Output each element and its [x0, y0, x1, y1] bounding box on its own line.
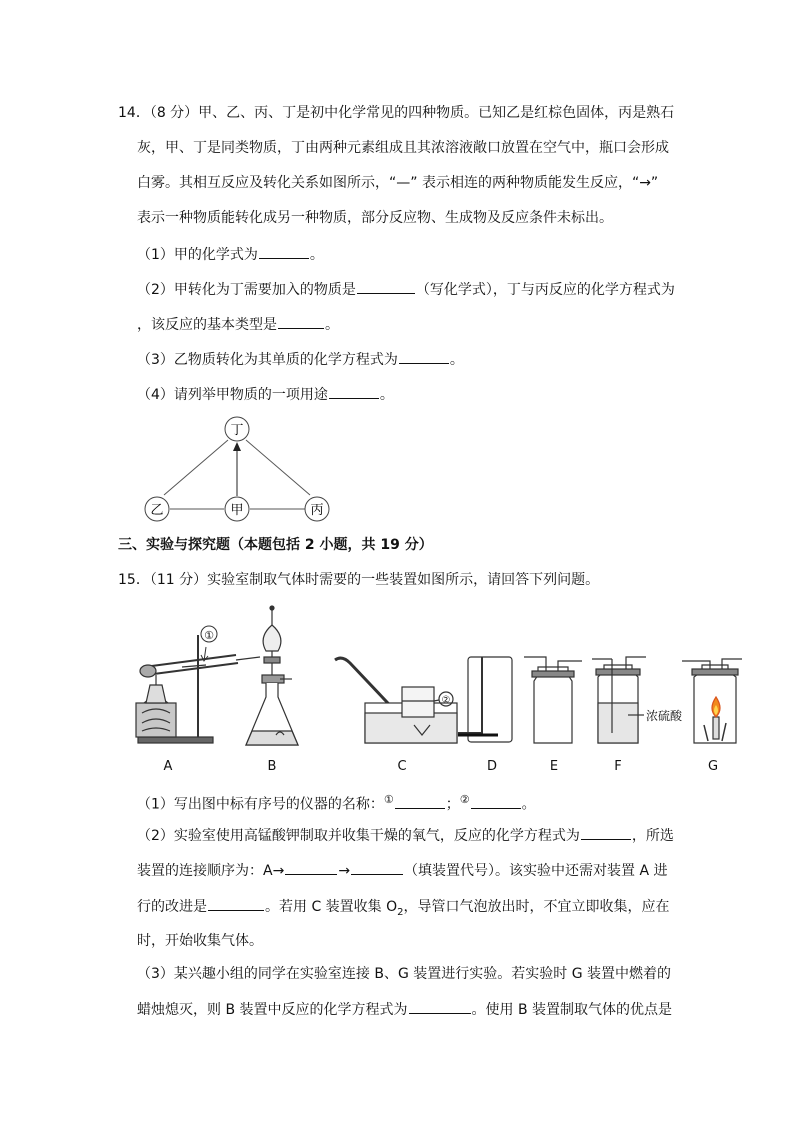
label-b: B: [267, 759, 277, 774]
q14-p3-end: 。: [449, 352, 464, 368]
q15-p2c-end: ，导管口气泡放出时，不宜立即收集，应在: [403, 899, 670, 915]
q14-p4-end: 。: [379, 387, 394, 403]
node-bing-label: 丙: [310, 503, 324, 518]
arrow-head: [233, 442, 241, 451]
answer-blank[interactable]: [285, 860, 337, 875]
q14-p2a-text: （2）甲转化为丁需要加入的物质是: [137, 282, 356, 298]
q15-p2c-start: 行的改进是: [137, 899, 207, 915]
q15-p1-marker-2: ②: [459, 793, 470, 806]
q14-p4-text: （4）请列举甲物质的一项用途: [137, 387, 328, 403]
q14-p2b-text: （写化学式），丁与丙反应的化学方程式为: [415, 282, 675, 298]
apparatus-e: [524, 657, 582, 743]
section-3-heading: 三、实验与探究题（本题包括 2 小题，共 19 分）: [118, 537, 433, 553]
q14-stem-line-3: 白雾。其相互反应及转化关系如图所示，“—” 表示相连的两种物质能发生反应，“→”: [137, 175, 659, 191]
q15-p2b-arrow: →: [338, 863, 351, 879]
apparatus-b: [246, 606, 298, 745]
q15-part-3-line-2: [137, 999, 672, 1020]
q15-stem: 15．（11 分）实验室制取气体时需要的一些装置如图所示，请回答下列问题。: [118, 572, 600, 588]
label-c: C: [397, 759, 407, 774]
apparatus-a: [136, 626, 260, 743]
apparatus-c: [335, 658, 457, 743]
q15-part-2: [137, 825, 674, 846]
answer-blank[interactable]: [208, 896, 264, 911]
q14-stem-line-4: 表示一种物质能转化成另一种物质，部分反应物、生成物及反应条件未标出。: [137, 210, 613, 226]
link-ding-bing: [246, 440, 310, 495]
q14-relationship-diagram: [136, 413, 346, 523]
q14-part-3: [137, 349, 464, 370]
answer-blank[interactable]: [278, 314, 324, 329]
q14-part-4: [137, 384, 394, 405]
answer-blank[interactable]: [399, 349, 449, 364]
q14-p1-end: 。: [309, 247, 324, 263]
label-d: D: [486, 759, 498, 774]
q15-part-2-line-4: 时，开始收集气体。: [137, 933, 263, 949]
label-e: E: [549, 759, 559, 774]
label-a: A: [163, 759, 173, 774]
answer-blank[interactable]: [409, 999, 471, 1014]
label-f: F: [614, 759, 622, 774]
q15-p2b-end: （填装置代号）。该实验中还需对装置 A 进: [404, 863, 668, 879]
answer-blank[interactable]: [471, 794, 521, 809]
q15-p1-sep: ；: [445, 796, 460, 813]
q14-part-2-cont: [137, 314, 339, 335]
answer-blank[interactable]: [357, 279, 415, 294]
node-jia-label: 甲: [230, 503, 244, 518]
q15-part-3: （3）某兴趣小组的同学在实验室连接 B、G 装置进行实验。若实验时 G 装置中燃着的: [137, 966, 672, 982]
q15-p1-text: （1）写出图中标有序号的仪器的名称：: [137, 796, 384, 813]
q14-p2c-end: 。: [325, 317, 339, 333]
answer-blank[interactable]: [581, 825, 631, 840]
q15-p2a-end: ，所选: [631, 828, 674, 844]
q14-p1-text: （1）甲的化学式为: [137, 247, 258, 263]
marker-1: ①: [204, 629, 214, 642]
q15-p2c-subscript: 2: [397, 906, 404, 918]
apparatus-f: [592, 657, 683, 743]
q14-stem-line-2: 灰，甲、丁是同类物质，丁由两种元素组成且其浓溶液敞口放置在空气中，瓶口会形成: [137, 140, 669, 156]
q15-apparatus-figure: [120, 605, 750, 780]
q15-p3b-start: 蜡烛熄灭，则 B 装置中反应的化学方程式为: [137, 1002, 408, 1018]
q15-p1-end: 。: [521, 796, 536, 813]
acid-label: 浓硫酸: [646, 709, 683, 723]
answer-blank[interactable]: [329, 384, 379, 399]
answer-blank[interactable]: [259, 244, 309, 259]
q14-p3-text: （3）乙物质转化为其单质的化学方程式为: [137, 352, 398, 368]
apparatus-g: [682, 659, 742, 743]
answer-blank[interactable]: [351, 860, 403, 875]
q15-part-2-line-2: [137, 860, 668, 881]
q15-p2b-start: 装置的连接顺序为：A→: [137, 863, 285, 879]
q14-part-1: [137, 244, 324, 265]
q14-p2c-text: ，该反应的基本类型是: [137, 317, 277, 333]
answer-blank[interactable]: [395, 794, 445, 809]
q14-stem-line-1: 14．（8 分）甲、乙、丙、丁是初中化学常见的四种物质。已知乙是红棕色固体，丙是熟石: [118, 105, 675, 121]
label-g: G: [707, 759, 719, 774]
q15-part-2-line-3: [137, 896, 670, 923]
node-ding-label: 丁: [230, 423, 244, 438]
q15-p2a-text: （2）实验室使用高锰酸钾制取并收集干燥的氧气，反应的化学方程式为: [137, 828, 580, 844]
apparatus-d: [458, 657, 512, 742]
marker-2: ②: [441, 695, 451, 706]
q14-part-2: [137, 279, 675, 300]
q15-p1-marker-1: ①: [383, 793, 394, 806]
link-ding-yi: [164, 440, 228, 495]
node-yi-label: 乙: [150, 503, 164, 518]
q15-p3b-end: 。使用 B 装置制取气体的优点是: [471, 1002, 673, 1018]
q15-part-1: [137, 790, 536, 815]
q15-p2c-mid: 。若用 C 装置收集 O: [265, 899, 398, 915]
